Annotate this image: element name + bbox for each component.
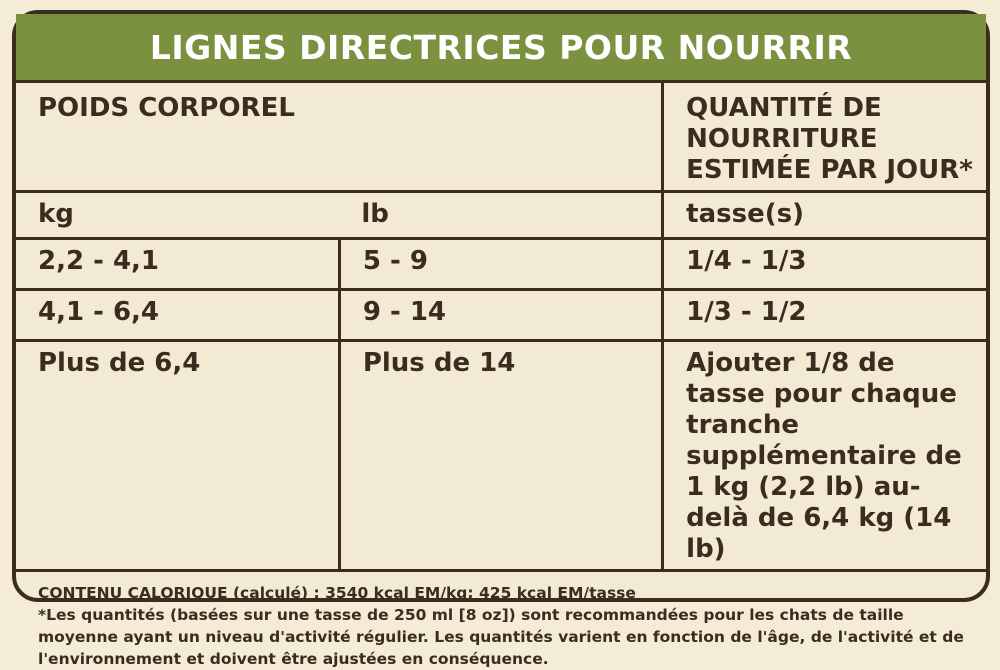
row-cups: Ajouter 1/8 de tasse pour chaque tranche supplémentaire de 1 kg (2,2 lb) au-delà de 6,4 kg (14 lb) xyxy=(663,341,986,571)
feeding-guidelines-card xyxy=(12,10,990,668)
unit-cups: tasse(s) xyxy=(663,192,986,239)
unit-lb: lb xyxy=(339,192,662,239)
feeding-table xyxy=(16,83,986,572)
table-row xyxy=(16,341,986,571)
row-kg: 2,2 - 4,1 xyxy=(16,239,339,290)
guidelines-title: LIGNES DIRECTRICES POUR NOURRIR xyxy=(16,14,986,83)
footer-notes xyxy=(16,572,986,670)
table-row xyxy=(16,290,986,341)
header-body-weight: POIDS CORPOREL xyxy=(16,83,663,192)
calorie-content: CONTENU CALORIQUE (calculé) : 3540 kcal EM/kg; 425 kcal EM/tasse xyxy=(38,584,636,602)
header-daily-quantity: QUANTITÉ DE NOURRITURE ESTIMÉE PAR JOUR* xyxy=(663,83,986,192)
row-cups: 1/3 - 1/2 xyxy=(663,290,986,341)
row-kg: 4,1 - 6,4 xyxy=(16,290,339,341)
row-lb: 5 - 9 xyxy=(339,239,662,290)
footnote-text: *Les quantités (basées sur une tasse de 250 ml [8 oz]) sont recommandées pour les chats de taille moyenne ayant un niveau d'activité régulier. Les quantités varient en fonction de l'âge, de l'activité et de l'environnement et doivent être ajustées en conséquence. xyxy=(38,606,964,668)
table-row xyxy=(16,239,986,290)
table-header-row xyxy=(16,83,986,192)
row-kg: Plus de 6,4 xyxy=(16,341,339,571)
row-lb: Plus de 14 xyxy=(339,341,662,571)
unit-kg: kg xyxy=(16,192,339,239)
units-row xyxy=(16,192,986,239)
row-lb: 9 - 14 xyxy=(339,290,662,341)
row-cups: 1/4 - 1/3 xyxy=(663,239,986,290)
